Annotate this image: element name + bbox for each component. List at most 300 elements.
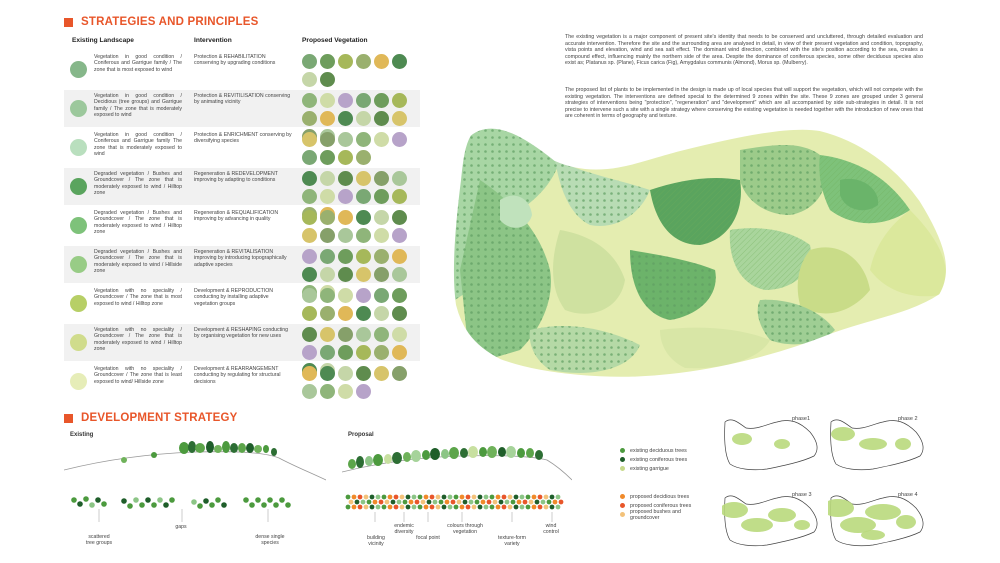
proposal-dot	[538, 505, 543, 510]
proposal-dot	[412, 505, 417, 510]
strategy-row	[64, 207, 420, 244]
intervention-description: Development & REPRODUCTION conducting by installing adaptive vegetation groups	[194, 288, 273, 307]
proposal-dot	[367, 500, 372, 505]
landscape-description: Degraded vegetation / Bushes and Groundcover / The zone that is moderately exposed to wind / Hilltop zone	[94, 210, 182, 235]
proposed-vegetation-group	[302, 366, 422, 399]
intro-paragraph-2: The proposed list of plants to be implemented in the design is made up of local species that will support the vegetation, which will not compete with the existing vegetation. The interventions are defined special to the determined 9 zones within the site. These 9 zones are grouped under 3 general strategies of interventions being "protection", "regeneration" and "development" which are all accompanied by side sub-strategies in detail. It is not precise to intervene such a site with a single strategy where conserving the existing vegetation is needed together with the introduction of new ones that are coherent in terms of geography and texture.	[565, 87, 923, 120]
intervention-description: Protection & ENRICHMENT conserving by diversifying species	[194, 132, 292, 145]
proposal-dot	[550, 505, 555, 510]
landscape-description: Vegetation in good condition / Decidious (tree groups) and Garrigue family / The zone that is moderately exposed to wind	[94, 93, 182, 118]
proposal-dot	[556, 495, 561, 500]
legend-label: proposed coniferous trees	[630, 502, 692, 509]
proposal-dot	[346, 495, 351, 500]
zone-color-swatch	[70, 61, 87, 78]
strategies-section-title	[64, 16, 259, 28]
development-section-title	[64, 412, 238, 424]
plant-photo-thumbnail	[320, 132, 335, 147]
plant-photo-thumbnail	[356, 150, 371, 165]
proposal-label: Proposal	[348, 432, 374, 438]
intervention-description: Regeneration & REVITALISATION improving by introducing topographically adaptive species	[194, 249, 287, 268]
proposal-dot	[508, 505, 513, 510]
legend-label: existing garrigue	[630, 465, 669, 472]
phase-outline-map	[828, 414, 926, 474]
plant-photo-thumbnail	[374, 111, 389, 126]
plant-photo-thumbnail	[302, 132, 317, 147]
proposal-dot	[541, 500, 546, 505]
proposal-dot	[400, 495, 405, 500]
proposal-dot	[478, 505, 483, 510]
plant-photo-thumbnail	[392, 93, 407, 108]
legend-dot-icon	[620, 457, 625, 462]
legend-dot-icon	[620, 466, 625, 471]
intervention-description: Regeneration & REDEVELOPMENT improving by adapting to conditions	[194, 171, 278, 184]
strategy-row	[64, 90, 420, 127]
proposal-dot	[505, 500, 510, 505]
intervention-description: Regeneration & REQUALIFICATION improving by advancing in quality	[194, 210, 279, 223]
proposal-dot	[469, 500, 474, 505]
plant-photo-thumbnail	[320, 54, 335, 69]
legend-dot-icon	[620, 512, 625, 517]
plant-photo-thumbnail	[320, 93, 335, 108]
proposal-dot	[430, 495, 435, 500]
plant-photo-thumbnail	[302, 210, 317, 225]
plant-photo-thumbnail	[338, 288, 353, 303]
strategy-row	[64, 168, 420, 205]
intervention-description: Development & REARRANGEMENT conducting by regulating for structural decisions	[194, 366, 281, 385]
plant-photo-thumbnail	[356, 327, 371, 342]
plant-photo-thumbnail	[302, 327, 317, 342]
proposal-dot	[457, 500, 462, 505]
plant-photo-thumbnail	[338, 228, 353, 243]
plant-photo-thumbnail	[302, 150, 317, 165]
proposal-dot	[502, 495, 507, 500]
proposal-dot	[532, 505, 537, 510]
phase-map	[828, 414, 926, 479]
strategy-row	[64, 363, 420, 400]
plant-photo-thumbnail	[392, 327, 407, 342]
proposal-dot	[346, 505, 351, 510]
proposal-dot	[508, 495, 513, 500]
landscape-description: Degraded vegetation / Bushes and Groundcover / The zone that is moderately exposed to wind / Hilltop zone	[94, 171, 182, 196]
proposal-dot	[391, 500, 396, 505]
existing-annotation: dense single species	[255, 534, 285, 546]
zone-color-swatch	[70, 256, 87, 273]
header-proposed-vegetation: Proposed Vegetation	[302, 37, 368, 44]
plant-photo-thumbnail	[302, 228, 317, 243]
plant-photo-thumbnail	[374, 132, 389, 147]
proposal-dot-pattern	[342, 492, 572, 522]
intervention-description: Protection & REHABILITATION conserving by upgrading conditions	[194, 54, 276, 67]
proposal-dot	[484, 505, 489, 510]
plant-photo-thumbnail	[302, 267, 317, 282]
proposal-dot	[424, 495, 429, 500]
phase-outline-map	[722, 490, 820, 550]
proposal-dot	[352, 495, 357, 500]
proposal-dot	[556, 505, 561, 510]
proposal-dot	[547, 500, 552, 505]
phase-map	[828, 490, 926, 555]
plant-photo-thumbnail	[356, 93, 371, 108]
plant-photo-thumbnail	[356, 54, 371, 69]
plant-photo-thumbnail	[338, 366, 353, 381]
proposal-dot	[397, 500, 402, 505]
zone-color-swatch	[70, 178, 87, 195]
proposal-dot	[520, 495, 525, 500]
proposal-dot	[472, 505, 477, 510]
plant-photo-thumbnail	[320, 171, 335, 186]
proposal-dot	[544, 505, 549, 510]
plant-photo-thumbnail	[302, 171, 317, 186]
plant-photo-thumbnail	[320, 288, 335, 303]
intervention-description: Development & RESHAPING conducting by organising vegetation for new uses	[194, 327, 288, 340]
plant-photo-thumbnail	[320, 267, 335, 282]
landscape-description: Vegetation with no speciality / Groundcover / The zone that is moderately exposed to wind / Hilltop zone	[94, 327, 182, 352]
intro-paragraph-1: The existing vegetation is a major component of present site's identity that needs to be conserved and uncluttered, through detailed evaluation and accurate intervention. Therefore the site and the surrounding area are analysed in detail, in view of their present vegetation and condition, topography, vista points and elevation, wind and sea salt effect. The dominant wind direction, combined with the site's position according to the sea, creates a compound effect, influencing mainly the northern side of the area. Despite the dominance of coniferous species, some other deciduous species also exist as; Platanus sp. (Plane), Ficus carica (Fig), Amygdalus communis (Almond), Morus sp. (Mulberry).	[565, 34, 923, 67]
plant-photo-thumbnail	[302, 93, 317, 108]
proposal-dot	[550, 495, 555, 500]
development-title: DEVELOPMENT STRATEGY	[81, 412, 238, 424]
plant-photo-thumbnail	[356, 366, 371, 381]
legend-label: proposed decidious trees	[630, 493, 690, 500]
plant-photo-thumbnail	[338, 93, 353, 108]
plant-photo-thumbnail	[392, 189, 407, 204]
proposal-dot	[502, 505, 507, 510]
title-marker-icon	[64, 414, 73, 423]
proposal-dot	[370, 495, 375, 500]
plant-photo-thumbnail	[392, 267, 407, 282]
proposal-dot	[358, 505, 363, 510]
landscape-description: Vegetation in good condition / Coniferous and Garrigue family / The zone that is most exposed to wind	[94, 54, 182, 73]
proposal-dot	[406, 505, 411, 510]
proposal-dot	[358, 495, 363, 500]
legend-label: existing coniferous trees	[630, 456, 688, 463]
proposal-dot	[388, 505, 393, 510]
proposal-dot	[436, 505, 441, 510]
proposal-dot	[496, 505, 501, 510]
plant-photo-thumbnail	[374, 210, 389, 225]
plant-photo-thumbnail	[302, 366, 317, 381]
legend-item	[620, 455, 687, 464]
landscape-description: Vegetation with no speciality / Groundcover / The zone that is least exposed to wind/ Hillside zone	[94, 366, 182, 385]
proposal-dot	[526, 495, 531, 500]
plant-photo-thumbnail	[338, 384, 353, 399]
plant-photo-thumbnail	[356, 384, 371, 399]
existing-label: Existing	[70, 432, 94, 438]
proposal-dot	[427, 500, 432, 505]
phase-outline-map	[828, 490, 926, 550]
proposal-annotation: texture-form variety	[498, 535, 526, 547]
plant-photo-thumbnail	[302, 189, 317, 204]
proposal-dot	[493, 500, 498, 505]
legend-label: proposed bushes and groundcover	[630, 508, 681, 521]
proposal-dot	[478, 495, 483, 500]
strategy-row	[64, 129, 420, 166]
title-marker-icon	[64, 18, 73, 27]
plant-photo-thumbnail	[374, 93, 389, 108]
plant-photo-thumbnail	[320, 345, 335, 360]
existing-annotation: scattered tree groups	[85, 534, 113, 546]
zone-color-swatch	[70, 373, 87, 390]
zone-color-swatch	[70, 139, 87, 156]
proposal-dot	[361, 500, 366, 505]
plant-photo-thumbnail	[356, 189, 371, 204]
intervention-description: Protection & REVITILISATION conserving by animating vicinity	[194, 93, 291, 106]
existing-annotation: gaps	[175, 524, 187, 530]
plant-photo-thumbnail	[392, 306, 407, 321]
proposal-dot	[418, 505, 423, 510]
proposal-dot	[385, 500, 390, 505]
proposal-dot	[499, 500, 504, 505]
legend-existing	[620, 446, 687, 473]
proposal-dot	[403, 500, 408, 505]
existing-trees	[121, 441, 277, 463]
plant-photo-thumbnail	[320, 327, 335, 342]
plant-photo-thumbnail	[374, 345, 389, 360]
plant-photo-thumbnail	[338, 249, 353, 264]
plant-photo-thumbnail	[302, 288, 317, 303]
proposal-dot	[451, 500, 456, 505]
proposal-dot	[487, 500, 492, 505]
proposal-dot	[382, 495, 387, 500]
plant-photo-thumbnail	[374, 306, 389, 321]
plant-photo-thumbnail	[356, 171, 371, 186]
plant-photo-thumbnail	[356, 288, 371, 303]
proposal-dot	[430, 505, 435, 510]
proposal-dot	[436, 495, 441, 500]
proposal-dot	[490, 495, 495, 500]
proposal-dot	[442, 495, 447, 500]
legend-item	[620, 464, 687, 473]
plant-photo-thumbnail	[320, 150, 335, 165]
landscape-description: Vegetation with no speciality / Groundcover / The zone that is most exposed to wind / Hilltop zone	[94, 288, 182, 307]
proposal-dot	[388, 495, 393, 500]
proposal-dot	[418, 495, 423, 500]
plant-photo-thumbnail	[320, 366, 335, 381]
phase-label: phase 2	[898, 416, 918, 422]
plant-photo-thumbnail	[392, 171, 407, 186]
plant-photo-thumbnail	[302, 111, 317, 126]
proposal-dot	[544, 495, 549, 500]
phase-map	[722, 414, 820, 479]
plant-photo-thumbnail	[374, 189, 389, 204]
zone-color-swatch	[70, 295, 87, 312]
proposal-dot	[412, 495, 417, 500]
legend-item	[620, 446, 687, 455]
zone-color-swatch	[70, 100, 87, 117]
plant-photo-thumbnail	[374, 228, 389, 243]
strategy-row	[64, 324, 420, 361]
plant-photo-thumbnail	[320, 111, 335, 126]
plant-photo-thumbnail	[392, 54, 407, 69]
plant-photo-thumbnail	[338, 150, 353, 165]
proposal-dot	[370, 505, 375, 510]
proposal-dot	[475, 500, 480, 505]
plant-photo-thumbnail	[338, 132, 353, 147]
existing-dot-pattern	[64, 492, 304, 522]
proposal-dot	[421, 500, 426, 505]
proposed-vegetation-group	[302, 54, 422, 87]
proposal-dot	[514, 505, 519, 510]
plant-photo-thumbnail	[320, 306, 335, 321]
proposal-dot	[409, 500, 414, 505]
plant-photo-thumbnail	[374, 249, 389, 264]
legend-label: existing deciduous trees	[630, 447, 687, 454]
plant-photo-thumbnail	[392, 288, 407, 303]
proposal-dot	[355, 500, 360, 505]
proposal-dot	[466, 495, 471, 500]
proposal-dot	[460, 495, 465, 500]
plant-photo-thumbnail	[356, 249, 371, 264]
proposal-dot	[439, 500, 444, 505]
phase-label: phase 3	[792, 492, 812, 498]
zone-color-swatch	[70, 217, 87, 234]
legend-dot-icon	[620, 494, 625, 499]
plant-photo-thumbnail	[320, 72, 335, 87]
proposal-dot	[415, 500, 420, 505]
proposal-dot	[376, 495, 381, 500]
landscape-description: Vegetation in good condition / Coniferous and Garrigue family The zone that is moderately exposed to wind	[94, 132, 182, 157]
proposal-dot	[529, 500, 534, 505]
existing-section-drawing	[64, 440, 326, 486]
proposal-annotation: wind control	[543, 523, 559, 535]
zoning-map	[440, 120, 960, 390]
plant-photo-thumbnail	[338, 306, 353, 321]
proposal-dot	[481, 500, 486, 505]
proposal-trees	[348, 446, 543, 469]
phase-label: phase1	[792, 416, 811, 422]
strategy-row	[64, 285, 420, 322]
plant-photo-thumbnail	[392, 345, 407, 360]
proposal-dot	[394, 505, 399, 510]
proposal-dot	[538, 495, 543, 500]
proposal-dot	[517, 500, 522, 505]
proposal-annotation: colours through vegetation	[447, 523, 483, 535]
proposal-dot	[535, 500, 540, 505]
plant-photo-thumbnail	[302, 249, 317, 264]
proposal-dot	[511, 500, 516, 505]
proposal-dot	[472, 495, 477, 500]
legend-proposed	[620, 492, 691, 519]
plant-photo-thumbnail	[356, 267, 371, 282]
proposal-dot	[394, 495, 399, 500]
proposal-annotation: focal point	[416, 535, 440, 541]
plant-photo-thumbnail	[338, 54, 353, 69]
plant-photo-thumbnail	[302, 306, 317, 321]
proposal-dot	[523, 500, 528, 505]
proposal-dot	[460, 505, 465, 510]
proposal-dot	[433, 500, 438, 505]
proposal-annotation: building vicinity	[367, 535, 385, 547]
proposal-dot	[448, 505, 453, 510]
plant-photo-thumbnail	[392, 111, 407, 126]
plant-photo-thumbnail	[374, 288, 389, 303]
proposal-dot	[526, 505, 531, 510]
plant-photo-thumbnail	[320, 210, 335, 225]
plant-photo-thumbnail	[338, 111, 353, 126]
plant-photo-thumbnail	[356, 306, 371, 321]
plant-photo-thumbnail	[356, 210, 371, 225]
phase-outline-map	[722, 414, 820, 474]
plant-photo-thumbnail	[374, 171, 389, 186]
plant-photo-thumbnail	[392, 210, 407, 225]
landscape-description: Degraded vegetation / Bushes and Groundcover / The zone that is moderately exposed to wind / Hillside zone	[94, 249, 182, 274]
proposal-dot	[496, 495, 501, 500]
plant-photo-thumbnail	[302, 72, 317, 87]
proposed-vegetation-group	[302, 132, 422, 165]
header-existing-landscape: Existing Landscape	[72, 37, 134, 44]
plant-photo-thumbnail	[374, 327, 389, 342]
legend-item	[620, 510, 691, 519]
proposal-dot	[364, 495, 369, 500]
plant-photo-thumbnail	[338, 345, 353, 360]
zone-color-swatch	[70, 334, 87, 351]
legend-dot-icon	[620, 503, 625, 508]
phase-map	[722, 490, 820, 555]
proposal-dot	[373, 500, 378, 505]
plant-photo-thumbnail	[320, 249, 335, 264]
plant-photo-thumbnail	[392, 132, 407, 147]
strategy-row	[64, 51, 420, 88]
plant-photo-thumbnail	[338, 267, 353, 282]
proposal-dot	[514, 495, 519, 500]
plant-photo-thumbnail	[320, 189, 335, 204]
proposal-dot	[442, 505, 447, 510]
strategies-title: STRATEGIES AND PRINCIPLES	[81, 16, 259, 28]
proposal-section-drawing	[342, 440, 572, 486]
header-intervention: Intervention	[194, 37, 232, 44]
proposal-dot	[484, 495, 489, 500]
proposal-dot	[559, 500, 564, 505]
plant-photo-thumbnail	[392, 249, 407, 264]
plant-photo-thumbnail	[320, 384, 335, 399]
plant-photo-thumbnail	[356, 132, 371, 147]
plant-photo-thumbnail	[338, 210, 353, 225]
proposal-dot	[454, 495, 459, 500]
plant-photo-thumbnail	[356, 111, 371, 126]
plant-photo-thumbnail	[302, 345, 317, 360]
phase-label: phase 4	[898, 492, 918, 498]
plant-photo-thumbnail	[356, 228, 371, 243]
plant-photo-thumbnail	[338, 327, 353, 342]
proposal-dot	[532, 495, 537, 500]
proposal-dot	[382, 505, 387, 510]
legend-item	[620, 492, 691, 501]
proposal-dot	[553, 500, 558, 505]
proposal-dot	[463, 500, 468, 505]
proposal-dot	[454, 505, 459, 510]
proposal-dot	[448, 495, 453, 500]
plant-photo-thumbnail	[374, 366, 389, 381]
proposal-dot	[520, 505, 525, 510]
proposal-dot	[379, 500, 384, 505]
proposal-dot	[424, 505, 429, 510]
proposal-annotation: endemic diversity	[394, 523, 414, 535]
legend-dot-icon	[620, 448, 625, 453]
proposal-dot	[352, 505, 357, 510]
plant-photo-thumbnail	[392, 366, 407, 381]
strategy-row	[64, 246, 420, 283]
proposal-dot	[400, 505, 405, 510]
proposal-dot	[490, 505, 495, 510]
proposal-dot	[376, 505, 381, 510]
proposal-dot	[466, 505, 471, 510]
plant-photo-thumbnail	[320, 228, 335, 243]
plant-photo-thumbnail	[338, 189, 353, 204]
plant-photo-thumbnail	[392, 228, 407, 243]
proposal-dot	[406, 495, 411, 500]
proposal-dot	[445, 500, 450, 505]
plant-photo-thumbnail	[338, 171, 353, 186]
